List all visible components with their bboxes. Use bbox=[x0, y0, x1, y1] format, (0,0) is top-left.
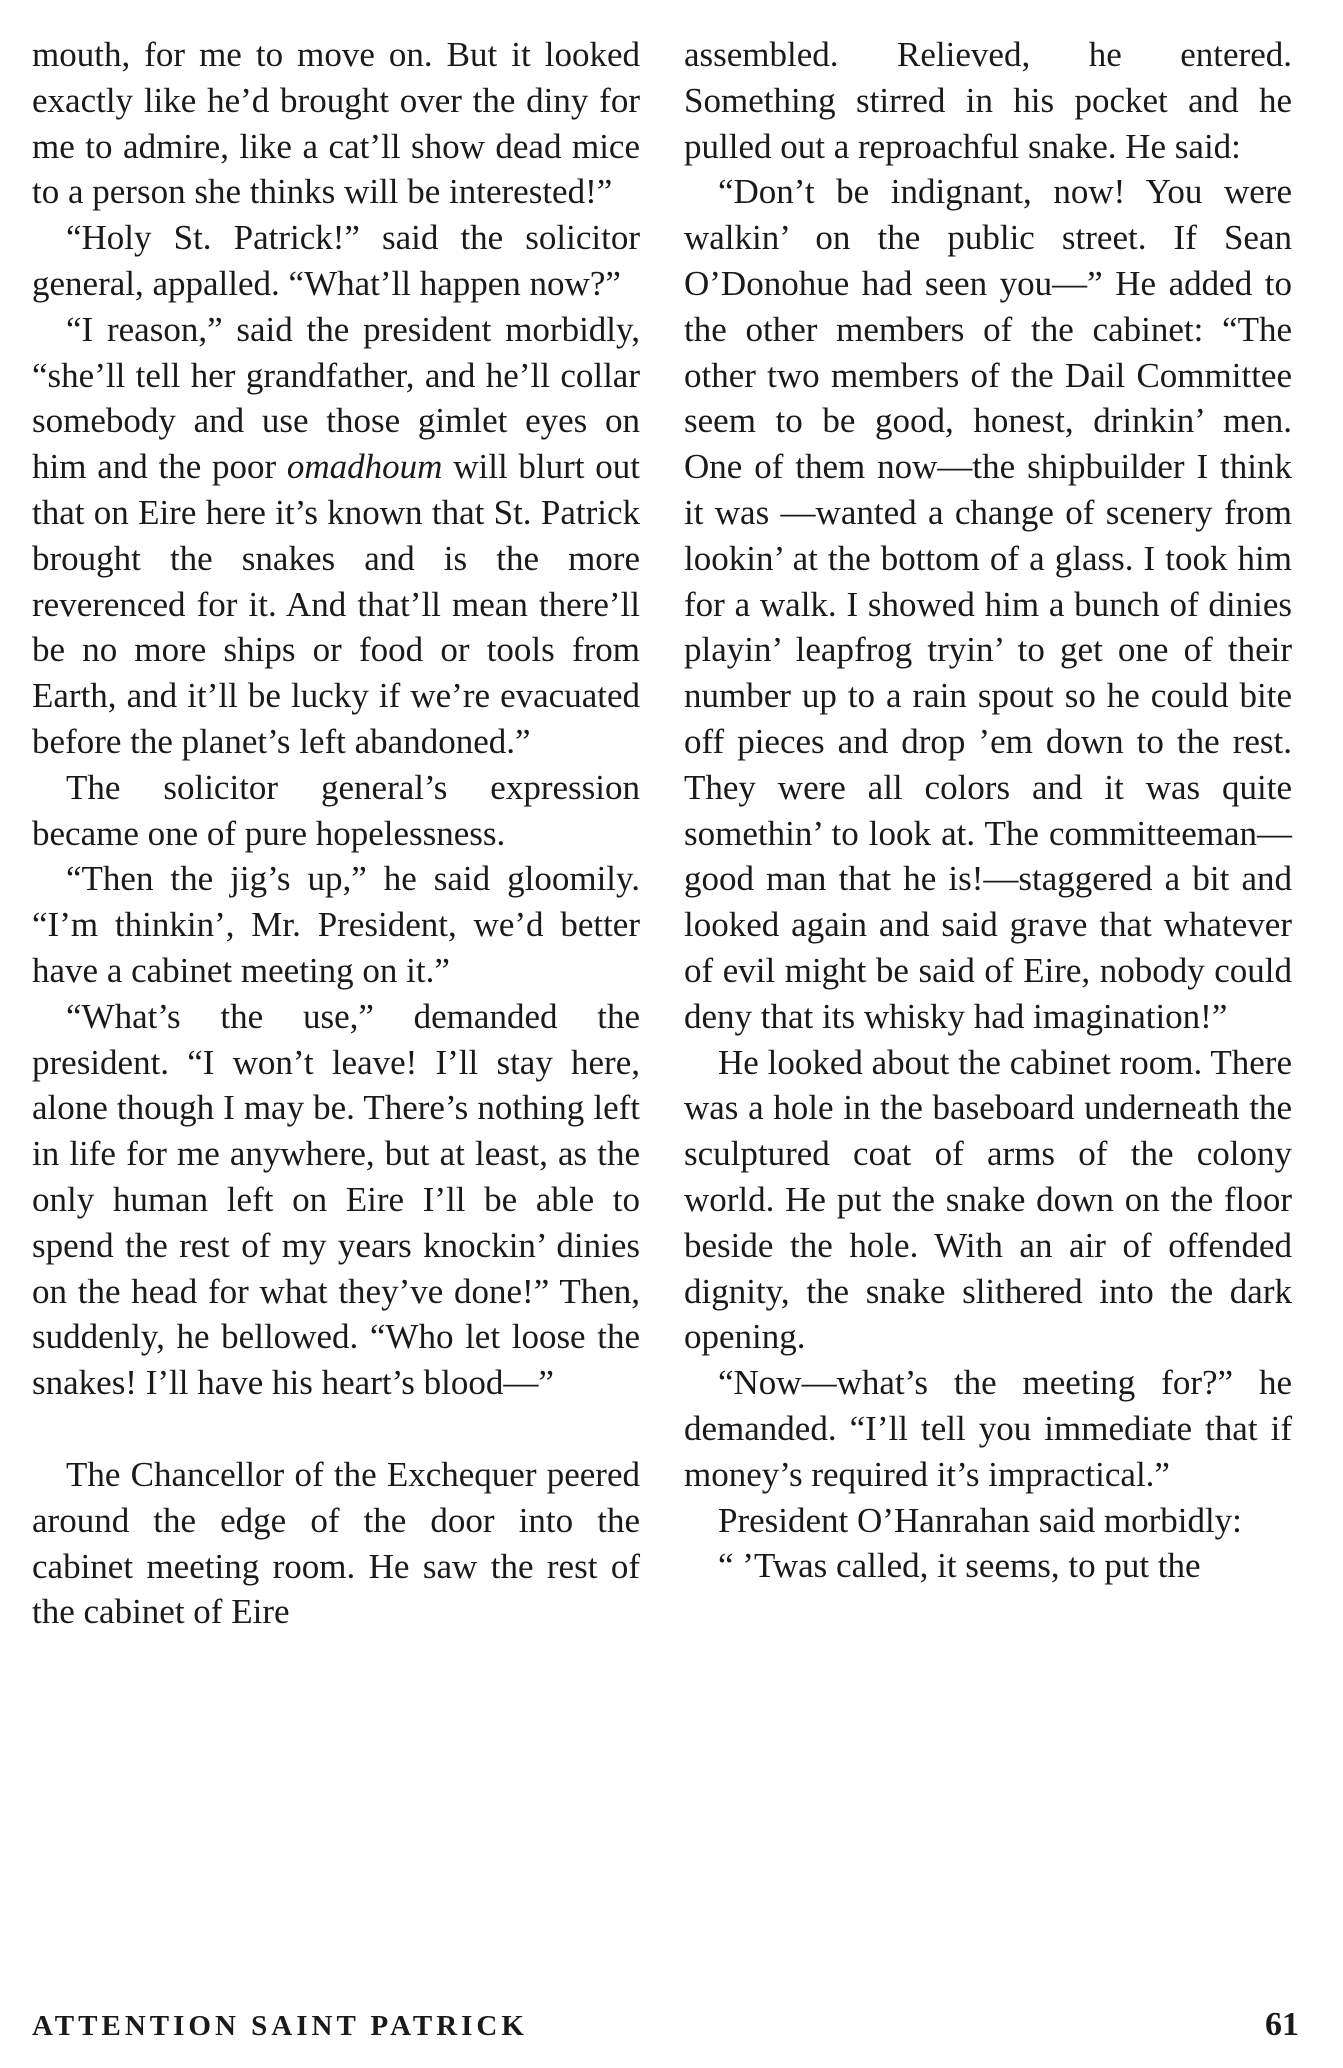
paragraph: “Holy St. Patrick!” said the solicitor general, appalled. “What’ll happen now?” bbox=[32, 218, 640, 303]
running-title: ATTENTION SAINT PATRICK bbox=[32, 2010, 528, 2042]
paragraph: The Chancellor of the Exchequer peered around the edge of the door into the cabinet meeting room. He saw the rest of the cabinet of Eire bbox=[32, 1454, 640, 1632]
page-number: 61 bbox=[1265, 2006, 1299, 2043]
left-column bbox=[32, 32, 640, 1635]
paragraph: “Now—what’s the meeting for?” he demanded. “I’ll tell you immediate that if money’s required it’s impractical.” bbox=[684, 1363, 1292, 1494]
page-footer bbox=[32, 2006, 1299, 2050]
paragraph: “ ’Twas called, it seems, to put the bbox=[718, 1546, 1201, 1586]
paragraph: “What’s the use,” demanded the president. “I won’t leave! I’ll stay here, alone though I may be. There’s nothing left in life for me anywhere, but at least, as the only human left on Eire I’ll be able to spend the rest of my years knockin’ dinies on the head for what they’ve done!” Then, suddenly, he bellowed. “Who let loose the snakes! I’ll have his heart’s blood—” bbox=[32, 996, 640, 1403]
paragraph: “Don’t be indignant, now! You were walkin’ on the public street. If Sean O’Donohue had seen you—” He added to the other members of the cabinet: “The other two members of the Dail Committee seem to be good, honest, drinkin’ men. One of them now—the shipbuilder I think it was —wanted a change of scenery from lookin’ at the bottom of a glass. I took him for a walk. I showed him a bunch of dinies playin’ leapfrog tryin’ to get one of their number up to a rain spout so he could bite off pieces and drop ’em down to the rest. They were all colors and it was quite somethin’ to look at. The committeeman—good man that he is!—staggered a bit and looked again and said grave that whatever of evil might be said of Eire, nobody could deny that its whisky had imagination!” bbox=[684, 172, 1292, 1036]
paragraph: mouth, for me to move on. But it looked exactly like he’d brought over the diny for me to admire, like a cat’ll show dead mice to a person she thinks will be interested!” bbox=[32, 35, 640, 212]
paragraph: “I reason,” said the president morbidly, “she’ll tell her grandfather, and he’ll collar somebody and use those gimlet eyes on him and the poor omadhoum will blurt out that on Eire here it’s known that St. Patrick brought the snakes and is the more reverenced for it. And that’ll mean there’ll be no more ships or food or tools from Earth, and it’ll be lucky if we’re evacuated before the planet’s left abandoned.” bbox=[32, 309, 640, 761]
paragraph: The solicitor general’s expression became one of pure hopelessness. bbox=[32, 767, 640, 853]
paragraph: He looked about the cabinet room. There was a hole in the baseboard underneath the sculptured coat of arms of the colony world. He put the snake down on the floor beside the hole. With an air of offended dignity, the snake slithered into the dark opening. bbox=[684, 1042, 1292, 1357]
paragraph: President O’Hanrahan said morbidly: bbox=[718, 1500, 1242, 1540]
italic-word: omadhoum bbox=[286, 447, 443, 487]
right-column bbox=[684, 32, 1292, 1589]
paragraph: assembled. Relieved, he entered. Something stirred in his pocket and he pulled out a reproachful snake. He said: bbox=[684, 35, 1292, 166]
paragraph: “Then the jig’s up,” he said gloomily. “I’m thinkin’, Mr. President, we’d better have a cabinet meeting on it.” bbox=[32, 859, 640, 990]
